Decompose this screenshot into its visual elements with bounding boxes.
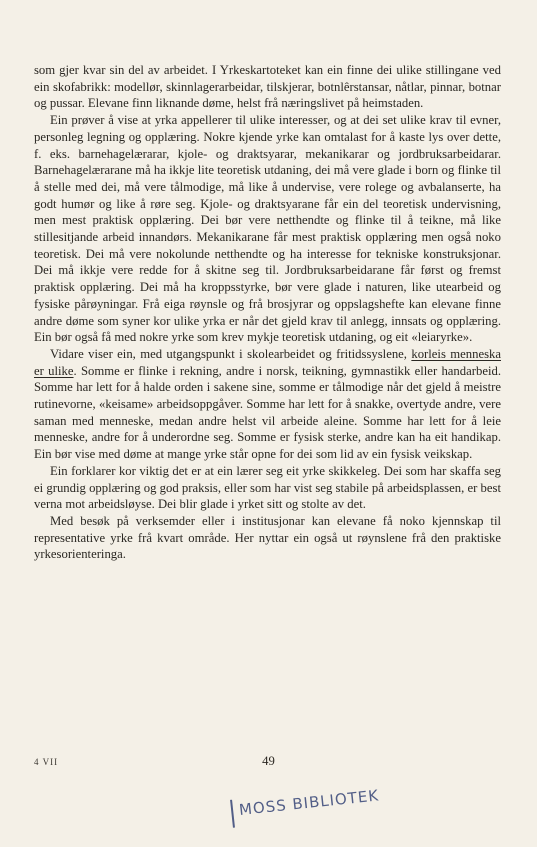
stamp-text: MOSS BIBLIOTEK: [238, 786, 380, 819]
paragraph-3: [34, 346, 501, 463]
stamp-bar: [230, 800, 235, 828]
paragraph-3-end: . Somme er flinke i rekning, andre i norsk, teikning, gymnastikk eller handarbeid. Somme har lett for å halde orden i sakene sine, somme er tålmodige når det gjeld å meistre rutinevorne, «keisame» arbeidsoppgåver. Somme har lett for å snakke, overtyde andre, vere saman med menneske, medan andre helst vil arbeide aleine. Somme har lett for å leie menneske, andre for å underordne seg. Somme er fysisk sterke, andre kan ha eit handikap. Ein bør vise med døme at mange yrke står opne for dei som lid av ein fysisk veikskap.: [34, 363, 501, 462]
paragraph-2: Ein prøver å vise at yrka appellerer til ulike interesser, og at dei set ulike krav til evner, personleg legning og opplæring. Nokre kjende yrke kan omtalast for å kaste lys over dette, f. eks. barnehagelærarar, kjole- og draktsyarar, mekanikarar og jordbruksarbeidarar. Barnehagelærarane må ha ikkje lite teoretisk utdaning, dei må vere glade i born og flinke til å stelle med dei, må vere tålmodige, må like å undervise, vere rolege og avbalanserte, ha godt humør og like å røre seg. Kjole- og draktsyarane får ein del teoretisk undervisning, men mest praktisk opplæring. Dei bør vere netthendte og flinke til å teikne, må like stillesitjande arbeid innandørs. Mekanikarane får mest praktisk opplæring men også noko teoretisk. Dei må vere nokolunde netthendte og ha interesse for tekniske konstruksjonar. Dei må ikkje vere redde for å skitne seg til. Jordbruksarbeidarane får først og fremst praktisk opplæring. Dei må ha kroppsstyrke, bør vere glade i naturen, like utearbeid og fysiske pårøyningar. Frå eiga røynsle og frå brosjyrar og oppslagshefte kan elevane finne andre døme som syner kor ulike yrka er når det gjeld krav til anlegg, innsats og opplæring. Ein bør også få med nokre yrke som krev mykje teoretisk utdaning, og eit «leiaryrke».: [34, 113, 501, 345]
paragraph-4: Ein forklarer kor viktig det er at ein lærer seg eit yrke skikkeleg. Dei som har skaffa seg ei grundig opplæring og god praksis, eller som har vist seg stabile på arbeidsplassen, er best verna mot arbeidsløyse. Dei blir glade i yrket sitt og stolte av det.: [34, 463, 501, 512]
paragraph-3-start: Vidare viser ein, med utgangspunkt i skolearbeidet og fritidssyslene,: [50, 346, 412, 361]
page-footer: [0, 754, 537, 774]
paragraph-5: Med besøk på verksemder eller i institusjonar kan elevane få noko kjennskap til representative yrke frå kvart område. Her nyttar ein også ut røynslene frå den praktiske yrkesorienteringa.: [34, 513, 501, 562]
paragraph-1: som gjer kvar sin del av arbeidet. I Yrkeskartoteket kan ein finne dei ulike stillingane ved ein skofabrikk: modellør, skinnlagerarbeidar, tilskjerar, botnlêrstansar, nåtlar, pinnar, botnar og pussar. Elevane finn liknande døme, helst frå næringslivet på heimstaden.: [34, 63, 501, 111]
page-number: 49: [262, 754, 275, 768]
underlined-phrase: korleis menneska er ulike: [34, 346, 501, 378]
printer-signature: 4 VII: [34, 757, 59, 767]
library-stamp: [229, 776, 383, 833]
page-body: [34, 62, 501, 563]
